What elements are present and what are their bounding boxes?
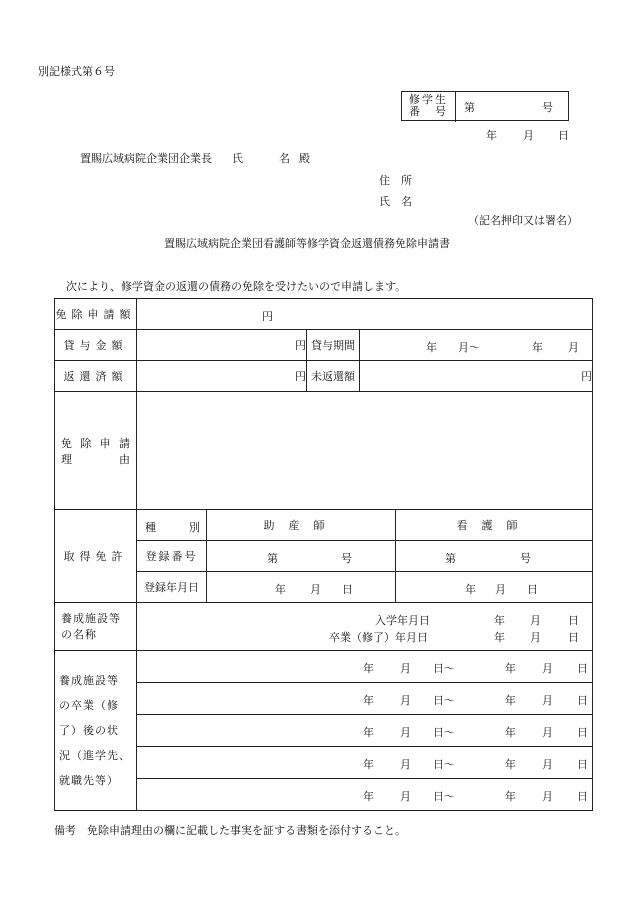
history-row-2-m2: 月 [542, 694, 553, 707]
reg-no-midwife-suffix: 号 [341, 552, 352, 565]
unpaid-amount-field[interactable] [360, 361, 593, 392]
reg-date-midwife-month: 月 [310, 583, 321, 596]
history-row-1-d2: 日 [577, 662, 588, 675]
history-row-2-y1: 年 [363, 694, 374, 707]
reg-date-nurse-day: 日 [527, 583, 538, 596]
history-row-4-d1: 日～ [433, 758, 455, 771]
history-row-1-m1: 月 [400, 662, 411, 675]
reg-date-nurse-month: 月 [495, 583, 506, 596]
admission-date-label: 入学年月日 [375, 614, 430, 627]
history-row-5-d2: 日 [577, 790, 588, 803]
history-row-3[interactable] [137, 715, 593, 747]
history-row-4-m1: 月 [400, 758, 411, 771]
seal-note: （記名押印又は署名） [468, 214, 578, 227]
scholar-number-box [401, 91, 569, 121]
repaid-amount-field[interactable] [137, 361, 307, 392]
history-row-2-d1: 日～ [433, 694, 455, 707]
history-row-5[interactable] [137, 779, 593, 811]
graduation-month: 月 [530, 631, 541, 644]
loan-period-month2: 月 [568, 341, 579, 354]
repaid-amount-label: 返還済額 [55, 361, 137, 392]
history-row-4-y1: 年 [363, 758, 374, 771]
school-name-label-2: の名称 [61, 627, 97, 641]
history-row-5-d1: 日～ [433, 790, 455, 803]
history-row-1[interactable] [137, 651, 593, 683]
document-title: 置賜広域病院企業団看護師等修学資金返還債務免除申請書 [164, 237, 450, 250]
history-row-3-d2: 日 [577, 726, 588, 739]
history-row-3-m2: 月 [542, 726, 553, 739]
application-table [54, 298, 593, 811]
loan-period-field[interactable] [360, 330, 593, 361]
admission-month: 月 [530, 614, 541, 627]
loan-period-month1: 月～ [458, 341, 480, 354]
history-row-4[interactable] [137, 747, 593, 779]
loan-period-year2: 年 [532, 341, 543, 354]
license-reg-date-label: 登録年月日 [137, 572, 207, 603]
history-label [55, 651, 137, 811]
history-row-1-d1: 日～ [433, 662, 455, 675]
applicant-name-label: 氏 名 [379, 195, 412, 208]
addressee-mei: 名 [279, 152, 290, 165]
history-label-3: 了）後の状 [59, 724, 119, 737]
history-label-5: 就職先等） [59, 774, 119, 787]
reason-label [55, 392, 137, 510]
reason-label-ri: 理 [61, 452, 72, 466]
reg-date-nurse-year: 年 [465, 583, 476, 596]
history-row-5-m2: 月 [542, 790, 553, 803]
license-reg-date-midwife[interactable] [207, 572, 396, 603]
intro-text: 次により、修学資金の返還の債務の免除を受けたいので申請します。 [66, 280, 407, 293]
addressee-org: 置賜広域病院企業団企業長 [80, 152, 212, 165]
unpaid-amount-label: 未返還額 [307, 361, 360, 392]
license-reg-no-label: 登録番号 [137, 541, 207, 572]
admission-day: 日 [568, 614, 579, 627]
reason-label-line1: 免除申請 [61, 436, 130, 450]
applicant-address-label: 住 所 [379, 174, 412, 187]
history-row-2-y2: 年 [505, 694, 516, 707]
license-kind-char1: 種 [145, 521, 156, 534]
license-kind-char2: 別 [189, 521, 200, 534]
reg-date-midwife-year: 年 [275, 583, 286, 596]
history-row-5-m1: 月 [400, 790, 411, 803]
history-row-2-d2: 日 [577, 694, 588, 707]
remarks-text: 備考 免除申請理由の欄に記載した事実を証する書類を添付すること。 [54, 824, 406, 837]
history-row-2[interactable] [137, 683, 593, 715]
history-row-1-y2: 年 [505, 662, 516, 675]
history-row-5-y2: 年 [505, 790, 516, 803]
date-month: 月 [523, 129, 534, 142]
history-row-3-y1: 年 [363, 726, 374, 739]
loan-period-label: 貸与期間 [307, 330, 360, 361]
history-row-4-y2: 年 [505, 758, 516, 771]
scholar-number-prefix: 第 [464, 101, 475, 114]
history-row-4-m2: 月 [542, 758, 553, 771]
history-row-1-m2: 月 [542, 662, 553, 675]
scholar-number-label-2: 番 号 [409, 105, 448, 118]
license-midwife[interactable]: 助産師 [207, 510, 396, 541]
history-row-4-d2: 日 [577, 758, 588, 771]
history-row-3-d1: 日～ [433, 726, 455, 739]
history-row-2-m1: 月 [400, 694, 411, 707]
exemption-amount-field[interactable] [137, 299, 593, 330]
reg-no-midwife-prefix: 第 [267, 552, 278, 565]
school-name-label-1: 養成施設等 [61, 611, 121, 625]
history-row-1-y1: 年 [363, 662, 374, 675]
history-row-5-y1: 年 [363, 790, 374, 803]
addressee-shi: 氏 [232, 152, 243, 165]
license-nurse[interactable]: 看護師 [396, 510, 593, 541]
school-name-field[interactable] [137, 603, 593, 651]
reg-no-nurse-prefix: 第 [445, 552, 456, 565]
admission-year: 年 [494, 614, 505, 627]
school-name-label [55, 603, 137, 651]
unpaid-amount-unit: 円 [581, 370, 593, 383]
reason-field[interactable] [137, 392, 593, 510]
scholar-number-suffix: 号 [542, 101, 553, 114]
license-reg-no-midwife[interactable] [207, 541, 396, 572]
loan-period-year1: 年 [426, 341, 437, 354]
loan-amount-label: 貸与金額 [55, 330, 137, 361]
license-reg-no-nurse[interactable] [396, 541, 593, 572]
reason-label-yu: 由 [119, 452, 130, 466]
history-label-2: の卒業（修 [59, 699, 119, 712]
addressee-dono: 殿 [299, 152, 310, 165]
loan-amount-unit: 円 [295, 339, 306, 352]
reg-no-nurse-suffix: 号 [520, 552, 531, 565]
license-label: 取得免許 [55, 510, 137, 603]
graduation-day: 日 [568, 631, 579, 644]
exemption-amount-label: 免除申請額 [55, 299, 137, 330]
loan-amount-field[interactable] [137, 330, 307, 361]
date-day: 日 [558, 129, 569, 142]
exemption-amount-unit: 円 [262, 310, 273, 323]
date-year: 年 [486, 129, 497, 142]
history-label-4: 況（進学先、 [59, 749, 131, 762]
form-number: 別記様式第６号 [38, 65, 115, 78]
repaid-amount-unit: 円 [295, 370, 306, 383]
graduation-date-label: 卒業（修了）年月日 [329, 631, 428, 644]
history-row-3-m1: 月 [400, 726, 411, 739]
reg-date-midwife-day: 日 [342, 583, 353, 596]
graduation-year: 年 [494, 631, 505, 644]
history-row-3-y2: 年 [505, 726, 516, 739]
scholar-number-label-1: 修学生 [409, 93, 448, 106]
license-reg-date-nurse[interactable] [396, 572, 593, 603]
license-kind-label [137, 510, 207, 541]
history-label-1: 養成施設等 [59, 674, 119, 687]
